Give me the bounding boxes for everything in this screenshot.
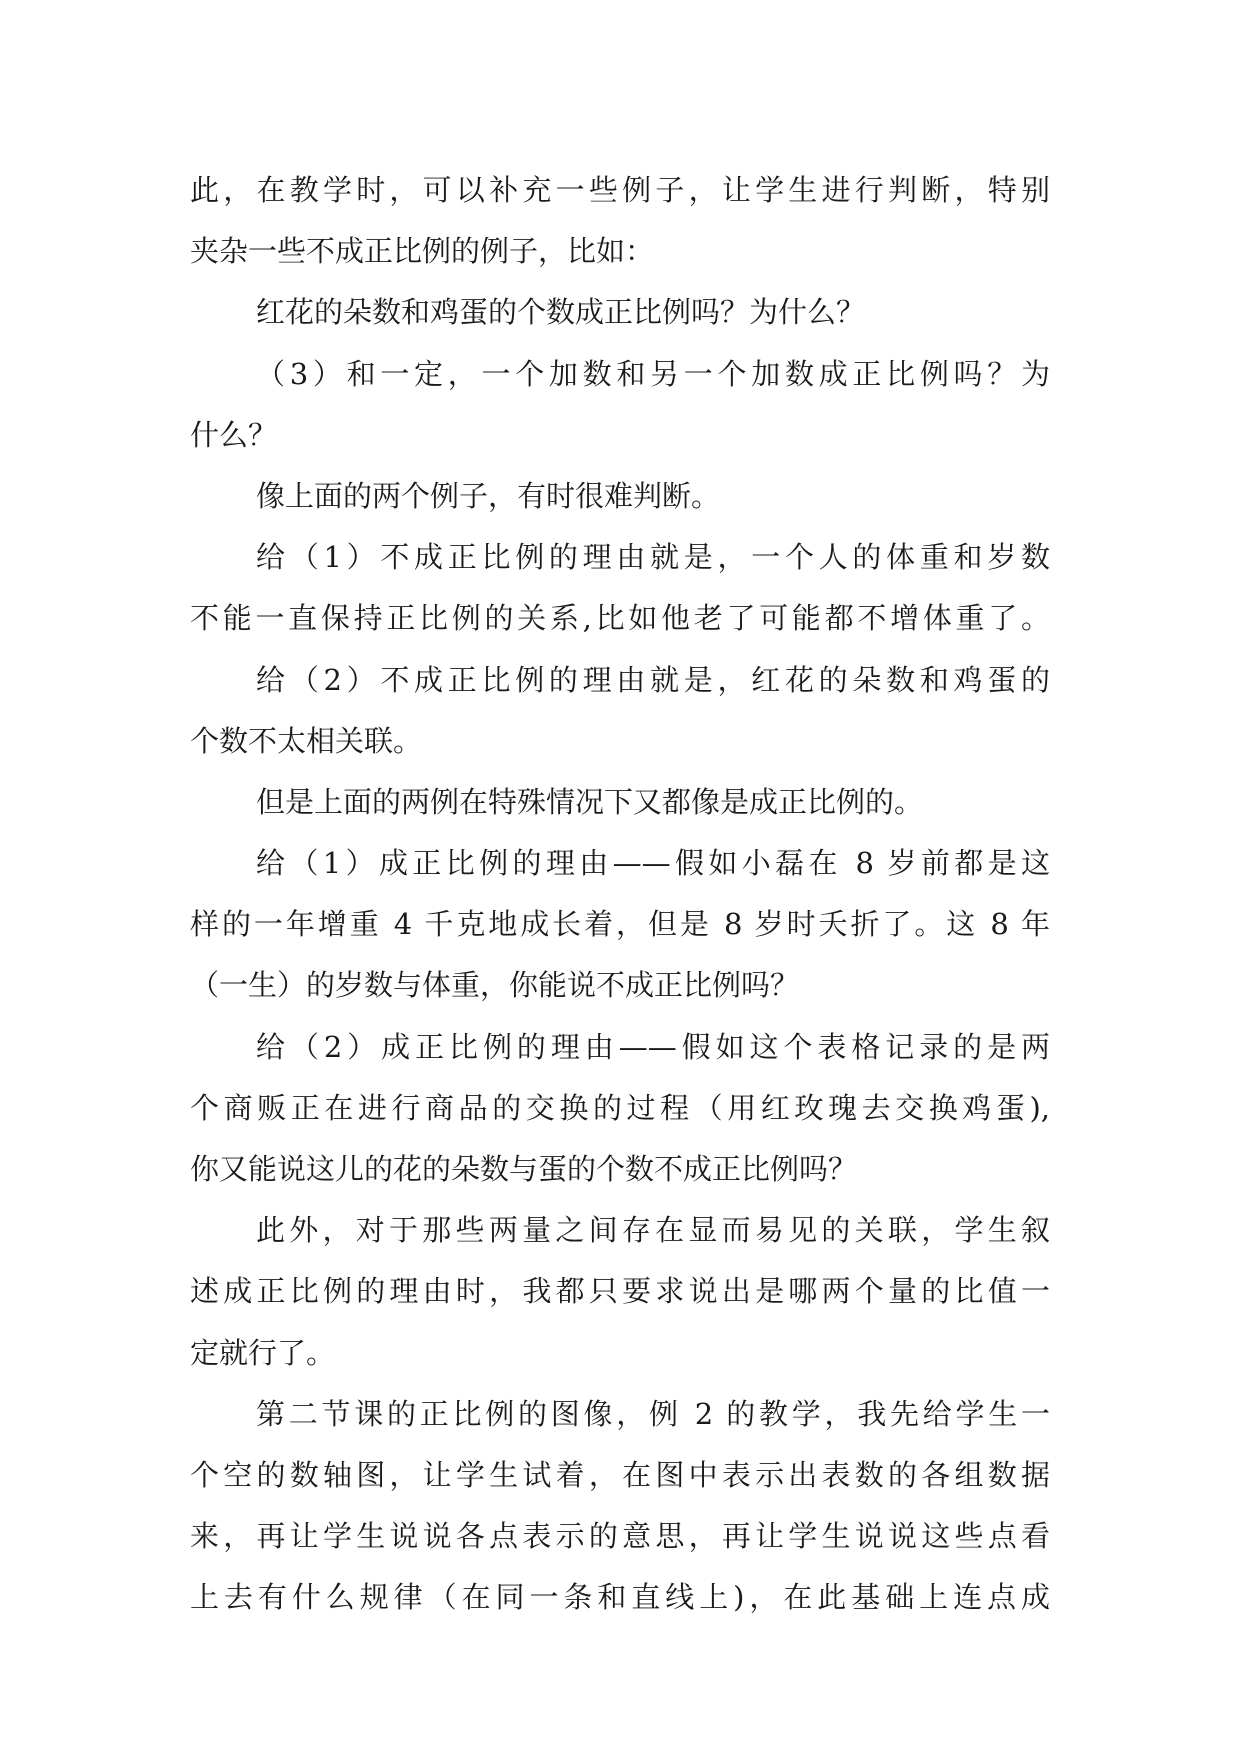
text-line: 上去有什么规律（在同一条和直线上)，在此基础上连点成 (190, 1580, 1050, 1615)
text-line: 夹杂一些不成正比例的例子，比如： (190, 234, 655, 269)
text-line: 个商贩正在进行商品的交换的过程（用红玫瑰去交换鸡蛋), (190, 1090, 1050, 1125)
text-line: 个空的数轴图，让学生试着，在图中表示出表数的各组数据 (190, 1457, 1050, 1492)
text-line: 你又能说这儿的花的朵数与蛋的个数不成正比例吗？ (190, 1152, 858, 1186)
text-line: 述成正比例的理由时，我都只要求说出是哪两个量的比值一 (190, 1274, 1050, 1309)
text-line: 像上面的两个例子，有时很难判断。 (256, 478, 721, 513)
text-line: 红花的朵数和鸡蛋的个数成正比例吗？为什么？ (256, 295, 866, 330)
text-line: 但是上面的两例在特殊情况下又都像是成正比例的。 (256, 784, 924, 819)
text-line: 给（1）不成正比例的理由就是，一个人的体重和岁数 (256, 540, 1050, 575)
text-line: 来，再让学生说说各点表示的意思，再让学生说说这些点看 (190, 1519, 1050, 1554)
text-line: 此，在教学时，可以补充一些例子，让学生进行判断，特别 (190, 173, 1050, 207)
text-line: 不能一直保持正比例的关系,比如他老了可能都不增体重了。 (190, 601, 1050, 636)
text-line: 个数不太相关联。 (190, 723, 423, 758)
text-line: 什么？ (190, 417, 278, 452)
text-line: 此外，对于那些两量之间存在显而易见的关联，学生叙 (256, 1213, 1050, 1248)
text-line: （3）和一定，一个加数和另一个加数成正比例吗？为 (256, 356, 1050, 391)
text-line: （一生）的岁数与体重，你能说不成正比例吗？ (190, 968, 800, 1003)
text-line: 给（1）成正比例的理由——假如小磊在 8 岁前都是这 (256, 846, 1050, 881)
text-line: 第二节课的正比例的图像，例 2 的教学，我先给学生一 (256, 1396, 1050, 1431)
text-line: 给（2）不成正比例的理由就是，红花的朵数和鸡蛋的 (256, 662, 1050, 697)
text-line: 样的一年增重 4 千克地成长着，但是 8 岁时夭折了。这 8 年 (190, 907, 1050, 942)
text-line: 给（2）成正比例的理由——假如这个表格记录的是两 (256, 1029, 1050, 1064)
text-line: 定就行了。 (190, 1335, 336, 1370)
body-text (190, 160, 1050, 1629)
